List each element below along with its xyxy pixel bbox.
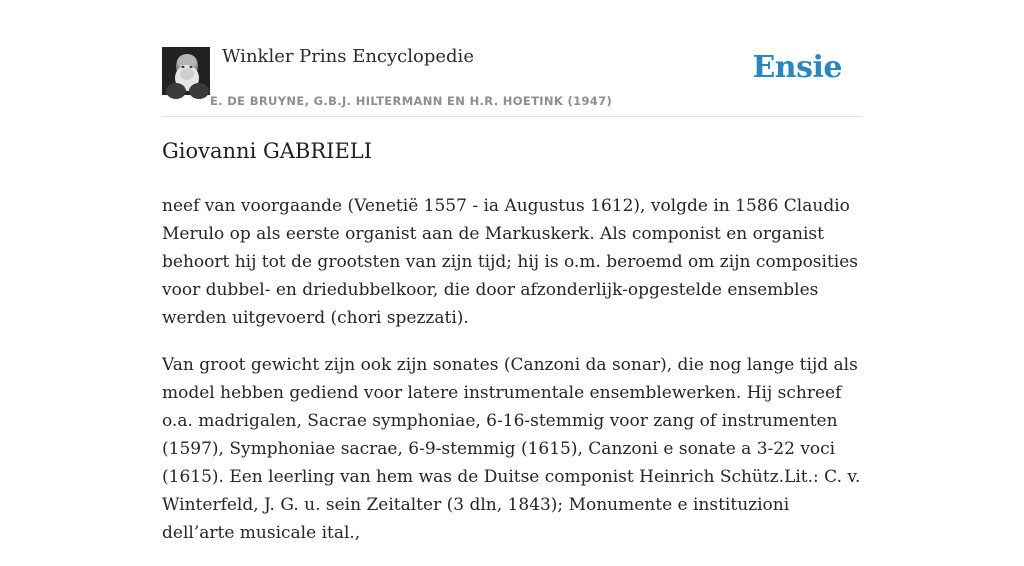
article-title: Giovanni GABRIELI xyxy=(162,139,373,163)
author-avatar[interactable] xyxy=(162,47,210,95)
publication-authors: E. DE BRUYNE, G.B.J. HILTERMANN EN H.R. HOETINK (1947) xyxy=(210,94,613,108)
article-paragraph: Van groot gewicht zijn ook zijn sonates (Canzoni da sonar), die nog lange tijd als model hebben gediend voor latere instrumentale ensemblewerken. Hij schreef o.a. madrigalen, Sacrae symphoniae, 6-16-stemmig voor zang of instrumenten (1597), Symphoniae sacrae, 6-9-stemmig (1615), Canzoni e sonate a 3-22 voci (1615). Een leerling van hem was de Duitse componist Heinrich Schütz.Lit.: C. v. Winterfeld, J. G. u. sein Zeitalter (3 dln, 1843); Monumente e instituzioni dell’arte musicale ital., xyxy=(162,355,861,543)
article-paragraph: neef van voorgaande (Venetië 1557 - ia Augustus 1612), volgde in 1586 Claudio Merulo op als eerste organist aan de Markuskerk. Als componist en organist behoort hij tot de grootsten van zijn tijd; hij is o.m. beroemd om zijn composities voor dubbel- en driedubbelkoor, die door afzonderlijk-opgestelde ensembles werden uitgevoerd (chori spezzati). xyxy=(162,196,859,328)
portrait-icon xyxy=(162,47,210,95)
ensie-logo-link[interactable]: Ensie xyxy=(752,50,842,85)
publication-header xyxy=(162,0,862,117)
publication-title[interactable]: Winkler Prins Encyclopedie xyxy=(222,46,474,67)
article-body xyxy=(162,192,862,566)
article-container xyxy=(162,0,862,543)
